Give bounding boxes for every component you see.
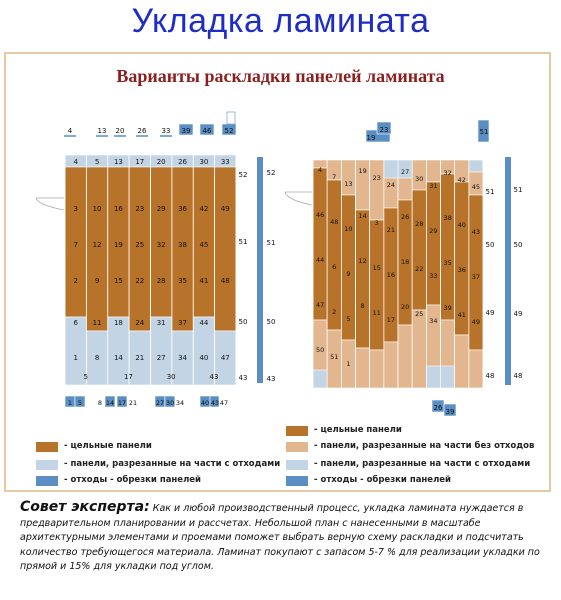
panel-whole bbox=[86, 167, 107, 331]
scrap-number: 39 bbox=[181, 127, 191, 135]
scrap-number: 46 bbox=[202, 127, 212, 135]
panel-cut-no-waste bbox=[341, 160, 355, 195]
side-number: 51 bbox=[485, 188, 495, 196]
panel-number: 9 bbox=[94, 277, 100, 285]
panel-number: 20 bbox=[400, 303, 410, 311]
page-title: Укладка ламината bbox=[131, 2, 430, 40]
panel-number: 25 bbox=[415, 310, 424, 318]
door-arc-icon bbox=[36, 198, 64, 210]
panel-number: 21 bbox=[135, 354, 145, 362]
panel-number: 37 bbox=[471, 273, 481, 281]
panel-number: 35 bbox=[178, 277, 188, 285]
panel-number: 36 bbox=[178, 205, 188, 213]
panel-number: 2 bbox=[332, 308, 337, 316]
side-number: 48 bbox=[485, 372, 495, 380]
panel-number: 47 bbox=[220, 354, 230, 362]
panel-cut-no-waste bbox=[356, 348, 370, 388]
legend-swatch-scrap bbox=[286, 476, 308, 486]
panel-number: 33 bbox=[429, 272, 438, 280]
panel-cut-no-waste bbox=[370, 350, 384, 388]
scrap-number: 43 bbox=[210, 399, 220, 407]
panel-number: 3 bbox=[374, 219, 379, 227]
panel-number: 1 bbox=[346, 360, 351, 368]
panel-number: 4 bbox=[318, 166, 323, 174]
panel-number: 46 bbox=[315, 211, 325, 219]
panel-number: 37 bbox=[178, 319, 188, 327]
panel-whole bbox=[356, 210, 370, 348]
legend-swatch-scrap bbox=[36, 476, 58, 486]
panel-number: 2 bbox=[73, 277, 78, 285]
panel-number: 50 bbox=[315, 346, 325, 354]
panel-cut-no-waste bbox=[370, 160, 384, 220]
panel-number: 30 bbox=[166, 373, 176, 381]
panel-whole bbox=[412, 190, 426, 310]
panel-number: 13 bbox=[113, 158, 123, 166]
panel-number: 27 bbox=[156, 354, 166, 362]
panel-number: 21 bbox=[386, 226, 396, 234]
panel-cut-waste bbox=[313, 370, 327, 388]
panel-number: 8 bbox=[94, 354, 100, 362]
scrap-number: 33 bbox=[161, 127, 171, 135]
legend-label: - отходы - обрезки панелей bbox=[314, 475, 452, 485]
panel-number: 48 bbox=[330, 218, 339, 226]
scrap-piece-top bbox=[227, 112, 235, 124]
panel-number: 11 bbox=[92, 319, 102, 327]
panel-number: 34 bbox=[429, 317, 438, 325]
ruler-number: 48 bbox=[513, 372, 523, 380]
panel-number: 24 bbox=[386, 181, 396, 189]
panel-number: 40 bbox=[199, 354, 209, 362]
panel-cut-no-waste bbox=[412, 310, 426, 388]
panel-cut-no-waste bbox=[426, 160, 440, 182]
side-number: 52 bbox=[238, 171, 248, 179]
scrap-number: 30 bbox=[165, 399, 175, 407]
scrap-number: 27 bbox=[155, 399, 165, 407]
panel-number: 12 bbox=[358, 257, 367, 265]
panel-number: 5 bbox=[94, 158, 100, 166]
panel-number: 51 bbox=[330, 353, 339, 361]
panel-number: 45 bbox=[471, 183, 481, 191]
legend-left bbox=[36, 441, 281, 487]
panel-number: 44 bbox=[199, 319, 209, 327]
panel-whole bbox=[313, 168, 327, 320]
panel-number: 17 bbox=[123, 373, 133, 381]
side-number: 50 bbox=[238, 318, 248, 326]
ruler-number: 50 bbox=[513, 241, 523, 249]
panel-whole bbox=[215, 167, 236, 331]
ruler-number: 51 bbox=[513, 186, 523, 194]
panel-number: 49 bbox=[220, 205, 230, 213]
panel-number: 11 bbox=[372, 309, 381, 317]
panel-number: 5 bbox=[346, 315, 351, 323]
panel-number: 23 bbox=[372, 174, 381, 182]
panel-number: 5 bbox=[83, 373, 88, 381]
panel-number: 43 bbox=[209, 373, 219, 381]
panel-number: 42 bbox=[457, 176, 466, 184]
ruler-bar bbox=[257, 157, 263, 383]
legend-label: - панели, разрезанные на части без отходов bbox=[314, 441, 535, 451]
panel-number: 35 bbox=[443, 259, 452, 267]
panel-number: 38 bbox=[178, 241, 188, 249]
panel-number: 42 bbox=[199, 205, 209, 213]
panel-whole bbox=[129, 167, 150, 331]
panel-number: 14 bbox=[358, 212, 367, 220]
panel-number: 16 bbox=[113, 205, 123, 213]
door-arc-icon bbox=[285, 192, 312, 205]
panel-number: 26 bbox=[400, 213, 410, 221]
panel-number: 15 bbox=[372, 264, 381, 272]
panel-number: 6 bbox=[73, 319, 78, 327]
panel-number: 19 bbox=[113, 241, 123, 249]
panel-number: 40 bbox=[457, 221, 466, 229]
panel-number: 25 bbox=[135, 241, 145, 249]
panel-number: 17 bbox=[135, 158, 145, 166]
panel-number: 45 bbox=[199, 241, 209, 249]
panel-whole bbox=[172, 167, 193, 331]
panel-number: 23 bbox=[135, 205, 145, 213]
panel-number: 43 bbox=[471, 228, 481, 236]
panel-number: 22 bbox=[415, 265, 424, 273]
legend-swatch-whole bbox=[36, 442, 58, 452]
scrap-number: 40 bbox=[200, 399, 210, 407]
advice-heading: Совет эксперта: bbox=[20, 499, 150, 515]
side-number: 43 bbox=[238, 374, 248, 382]
scrap-number: 52 bbox=[224, 127, 234, 135]
legend-label: - панели, разрезанные на части с отходами bbox=[64, 459, 281, 469]
panel-number: 34 bbox=[178, 354, 188, 362]
panel-number: 31 bbox=[429, 182, 438, 190]
panel-number: 17 bbox=[386, 316, 396, 324]
panel-number: 41 bbox=[199, 277, 209, 285]
panel-number: 36 bbox=[457, 266, 466, 274]
panel-cut-no-waste bbox=[384, 342, 398, 388]
panel-number: 47 bbox=[315, 301, 325, 309]
panel-whole bbox=[370, 220, 384, 350]
panel-cut-no-waste bbox=[455, 335, 469, 388]
panel-number: 31 bbox=[156, 319, 166, 327]
scrap-number: 26 bbox=[137, 127, 147, 135]
panel-number: 7 bbox=[332, 173, 337, 181]
side-number: 50 bbox=[485, 241, 495, 249]
advice-text: Как и любой производственный процесс, укладка ламината нуждается в предварительном планировании и рассчетах. Небольшой план с нанесенными в масштабе архитектурными элементами и проемами поможет выбрать верную схему раскладки и подсчитать количество требующегося материала. Ламинат покупают с запасом 5-7 % для реализации укладки по прямой и 15% для укладки под углом. bbox=[20, 503, 540, 572]
legend-swatch-cut-waste bbox=[36, 460, 58, 470]
panel-number: 48 bbox=[220, 277, 230, 285]
legend-label: - цельные панели bbox=[64, 441, 152, 451]
ruler-number: 50 bbox=[266, 318, 276, 326]
panel-number: 1 bbox=[73, 354, 78, 362]
panel-number: 49 bbox=[471, 318, 481, 326]
scrap-number: 5 bbox=[77, 399, 83, 407]
panel-cut-waste bbox=[469, 160, 483, 172]
legend-swatch-cut-waste bbox=[286, 460, 308, 470]
legend-swatch-cut-no-waste bbox=[286, 442, 308, 452]
scrap-number: 34 bbox=[175, 399, 185, 407]
scrap-number: 17 bbox=[117, 399, 127, 407]
panel-number: 10 bbox=[344, 225, 353, 233]
scrap-number: 21 bbox=[128, 399, 138, 407]
panel-number: 30 bbox=[415, 175, 424, 183]
panel-number: 39 bbox=[443, 304, 452, 312]
scrap-number: 26 bbox=[433, 404, 443, 412]
panel-cut-no-waste bbox=[398, 325, 412, 388]
panel-number: 3 bbox=[73, 205, 78, 213]
scrap-number: 20 bbox=[115, 127, 125, 135]
panel-number: 32 bbox=[443, 169, 452, 177]
panel-number: 10 bbox=[92, 205, 102, 213]
panel-number: 9 bbox=[346, 270, 351, 278]
ruler-number: 49 bbox=[513, 310, 523, 318]
panel-whole bbox=[426, 182, 440, 305]
side-number: 51 bbox=[238, 238, 248, 246]
scrap-number: 1 bbox=[67, 399, 73, 407]
ruler-bar bbox=[505, 157, 511, 385]
panel-number: 18 bbox=[400, 258, 410, 266]
panel-number: 44 bbox=[315, 256, 325, 264]
panel-number: 30 bbox=[199, 158, 209, 166]
panel-number: 38 bbox=[443, 214, 452, 222]
panel-number: 19 bbox=[358, 167, 367, 175]
scrap-number: 13 bbox=[97, 127, 107, 135]
scrap-number: 4 bbox=[67, 127, 73, 135]
legend-swatch-whole bbox=[286, 426, 308, 436]
legend-label: - отходы - обрезки панелей bbox=[64, 475, 202, 485]
panel-number: 33 bbox=[220, 158, 230, 166]
scrap-number: 8 bbox=[97, 399, 103, 407]
panel-number: 24 bbox=[135, 319, 145, 327]
scrap-number: 23 bbox=[379, 126, 389, 134]
panel-number: 16 bbox=[386, 271, 396, 279]
panel-number: 28 bbox=[415, 220, 424, 228]
panel-number: 29 bbox=[156, 205, 166, 213]
panel-number: 29 bbox=[429, 227, 438, 235]
panel-number: 20 bbox=[156, 158, 166, 166]
panel-number: 18 bbox=[113, 319, 123, 327]
panel-number: 7 bbox=[73, 241, 78, 249]
diagram-title: Варианты раскладки панелей ламината bbox=[116, 66, 445, 86]
panel-number: 8 bbox=[360, 302, 365, 310]
panel-number: 6 bbox=[332, 263, 337, 271]
panel-cut-no-waste bbox=[469, 350, 483, 388]
legend-label: - панели, разрезанные на части с отходами bbox=[314, 459, 531, 469]
ruler-number: 52 bbox=[266, 169, 276, 177]
legend-label: - цельные панели bbox=[314, 425, 402, 435]
panel-number: 12 bbox=[92, 241, 102, 249]
scrap-number: 19 bbox=[366, 134, 376, 142]
panel-number: 26 bbox=[178, 158, 188, 166]
panel-number: 28 bbox=[156, 277, 166, 285]
scrap-number: 14 bbox=[105, 399, 115, 407]
panel-number: 15 bbox=[113, 277, 123, 285]
expert-advice bbox=[20, 500, 545, 575]
side-number: 49 bbox=[485, 309, 495, 317]
legend-right bbox=[286, 426, 548, 488]
panel-number: 22 bbox=[135, 277, 145, 285]
panel-number: 32 bbox=[156, 241, 166, 249]
panel-number: 41 bbox=[457, 311, 466, 319]
panel-number: 14 bbox=[113, 354, 123, 362]
panel-number: 27 bbox=[400, 168, 410, 176]
panel-number: 13 bbox=[344, 180, 353, 188]
panel-number: 4 bbox=[73, 158, 78, 166]
panel-whole bbox=[441, 174, 455, 320]
scrap-number: 47 bbox=[219, 399, 229, 407]
scrap-number: 39 bbox=[445, 408, 455, 416]
scrap-number: 51 bbox=[479, 128, 489, 136]
ruler-number: 43 bbox=[266, 375, 276, 383]
ruler-number: 51 bbox=[266, 239, 276, 247]
